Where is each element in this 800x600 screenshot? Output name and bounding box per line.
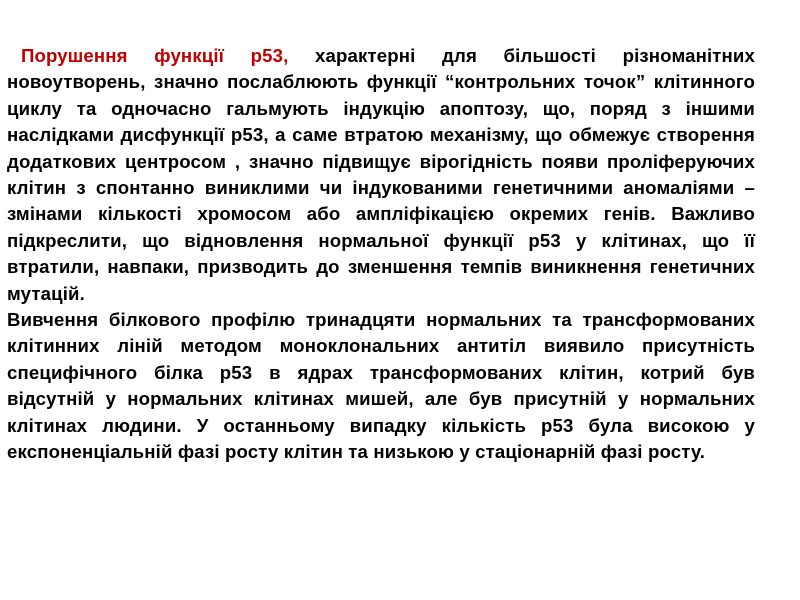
paragraph-p53-dysfunction [7,43,755,307]
paragraph-text: характерні для більшості різноманітних новоутворень, значно послаблюють функції “контрольних точок” клітинного циклу та одночасно гальмують індукцію апоптозу, що, поряд з іншими наслідками дисфункції р53, а саме втратою механізму, що обмежує створення додаткових центросом , значно підвищує вірогідність появи проліферуючих клітин з спонтанно виниклими чи індукованими генетичними аномаліями – змінами кількості хромосом або ампліфікацією окремих генів. Важливо підкреслити, що відновлення нормальної функції р53 у клітинах, що її втратили, навпаки, призводить до зменшення темпів виникнення генетичних мутацій. [7,45,756,304]
text-block [7,43,755,466]
paragraph-protein-profile: Вивчення білкового профілю тринадцяти нормальних та трансформованих клітинних ліній методом моноклональних антитіл виявило присутність специфічного білка р53 в ядрах трансформованих клітин, котрий був відсутній у нормальних клітинах мишей, але був присутній у нормальних клітинах людини. У останньому випадку кількість р53 була високою у експоненціальній фазі росту клітин та низькою у стаціонарній фазі росту. [7,309,755,463]
highlighted-phrase: Порушення функції р53, [21,45,289,66]
